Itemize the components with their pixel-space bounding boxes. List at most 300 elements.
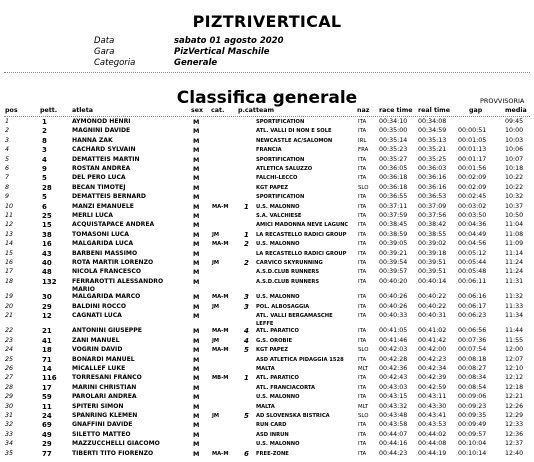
cell-media: 12:00 (505, 346, 524, 354)
cell-pett: 116 (42, 374, 57, 383)
cell-real-time: 00:39:02 (418, 240, 447, 248)
cell-pett: 25 (42, 212, 52, 220)
cell-cat: MA-M (212, 203, 229, 210)
cell-atleta: ZANI MANUEL (72, 336, 120, 344)
cell-pos: 9 (5, 193, 10, 201)
cell-pcat: 6 (244, 449, 249, 458)
page-title: PIZTRIVERTICAL (192, 12, 342, 31)
cell-team: AD SLOVENSKA BISTRICA (256, 413, 330, 419)
cell-atleta: DEMATTEIS MARTIN (72, 155, 140, 163)
cell-atleta: TIBERTI TITO FIORENZO (72, 449, 154, 457)
cell-media: 12:12 (505, 374, 524, 382)
cell-race-time: 00:39:21 (379, 249, 408, 257)
cell-sex: M (193, 259, 200, 267)
cell-sex: M (193, 449, 200, 458)
cell-sex: M (193, 393, 200, 402)
cell-pos: 1 (5, 118, 10, 125)
cell-naz: ITA (358, 166, 367, 172)
cell-real-time: 00:40:22 (418, 302, 447, 310)
cell-pett: 16 (42, 240, 52, 249)
cell-team: ATL. VALLI DI NON E SOLE (256, 128, 332, 135)
cell-media: 12:37 (505, 440, 524, 448)
cell-gap: 00:01:05 (458, 136, 487, 144)
cell-race-time: 00:43:48 (379, 412, 408, 419)
cell-pcat: 2 (244, 259, 249, 267)
cell-media: 11:31 (505, 277, 524, 285)
cell-gap: 00:02:09 (458, 174, 487, 182)
cell-pos: 32 (5, 421, 14, 429)
cell-sex: M (193, 212, 200, 220)
cell-team: POL. ALBOSAGGIA (256, 303, 310, 310)
cell-atleta: MANZI EMANUELE (72, 202, 134, 210)
cell-gap: 00:05:44 (458, 259, 487, 266)
cell-gap: 00:01:56 (458, 165, 487, 172)
cell-gap: 00:05:12 (458, 249, 487, 257)
cell-atleta: GNAFFINI DAVIDE (72, 421, 133, 429)
cell-pett: 11 (42, 402, 52, 411)
cell-naz: SLO (358, 184, 369, 191)
cell-cat: MA-M (212, 241, 229, 248)
cell-cat: JM (212, 231, 220, 238)
cell-real-time: 00:44:08 (418, 440, 447, 448)
cell-pett: 5 (42, 193, 47, 202)
cell-atleta: AYMONOD HENRI (72, 118, 131, 125)
cell-pett: 24 (42, 412, 52, 420)
cell-team: ASD INRUN (256, 431, 289, 438)
cell-team: FREE-ZONE (256, 450, 289, 457)
cell-media: 12:18 (505, 383, 524, 391)
cell-pos: 16 (5, 259, 14, 266)
cell-atleta: TOMASONI LUCA (72, 230, 129, 238)
cell-team: ATL. FRANCIACORTA (256, 384, 316, 391)
cell-atleta: FERRAROTTI ALESSANDRO (72, 277, 164, 285)
cell-atleta-line2: MARIO (72, 285, 95, 293)
cell-atleta: ROTA MARTIR LORENZO (72, 259, 154, 266)
cell-sex: M (193, 165, 200, 173)
cell-sex: M (193, 402, 200, 411)
cell-real-time: 00:42:34 (418, 365, 447, 372)
cell-media: 10:03 (505, 136, 524, 144)
cell-gap: 00:04:36 (458, 221, 487, 229)
cell-cat: JM (212, 303, 220, 310)
meta-key: Data (94, 36, 115, 46)
cell-pett: 18 (42, 346, 52, 355)
cell-race-time: 00:44:16 (379, 440, 408, 448)
provisional-label: PROVVISORIA (480, 97, 525, 105)
cell-gap: 00:09:57 (458, 430, 487, 438)
cell-gap: 00:07:54 (458, 346, 487, 354)
header-sex: sex (191, 107, 204, 114)
cell-pos: 28 (5, 383, 14, 391)
cell-team: ATL. VALLI BERGAMASCHE (256, 313, 333, 319)
cell-pos: 25 (5, 355, 14, 363)
header-race-time: race time (379, 107, 413, 114)
cell-gap: 00:06:17 (458, 302, 487, 310)
cell-pett: 132 (42, 277, 57, 286)
cell-sex: M (193, 127, 200, 136)
cell-gap: 00:01:13 (458, 146, 487, 154)
cell-team: U.S. MALONNO (256, 294, 300, 301)
cell-pett: 40 (42, 259, 52, 267)
cell-media: 11:32 (505, 293, 524, 301)
cell-media: 11:14 (505, 249, 524, 257)
cell-team: ATLETICA SALUZZO (256, 166, 313, 172)
cell-real-time: 00:35:21 (418, 146, 447, 154)
cell-team: KGT PAPEZ (256, 184, 288, 191)
cell-pett: 43 (42, 249, 52, 258)
meta-value: Generale (174, 58, 218, 68)
cell-atleta: PAROLARI ANDREA (72, 393, 137, 401)
cell-team: SPORTIFICATION (256, 119, 305, 125)
cell-team: U.S. MALONNO (256, 394, 300, 401)
cell-gap: 00:09:35 (458, 412, 487, 419)
cell-atleta: MALGARIDA MARCO (72, 293, 141, 301)
cell-pett: 69 (42, 421, 52, 430)
cell-atleta: BALDINI ROCCO (72, 302, 127, 310)
cell-naz: ITA (358, 278, 367, 285)
cell-sex: M (193, 202, 200, 211)
cell-pos: 23 (5, 336, 14, 344)
cell-sex: M (193, 302, 200, 311)
cell-cat: JM (212, 413, 220, 419)
cell-team: LA RECASTELLO RADICI GROUP (256, 250, 347, 257)
cell-atleta: MERLI LUCA (72, 212, 113, 219)
cell-race-time: 00:42:28 (379, 355, 408, 363)
cell-race-time: 00:41:05 (379, 327, 408, 335)
cell-media: 10:32 (505, 193, 524, 201)
cell-sex: M (193, 277, 200, 286)
cell-naz: ITA (358, 356, 367, 363)
cell-pos: 10 (5, 202, 14, 210)
cell-naz: ITA (358, 250, 367, 257)
cell-team: FALCHI-LECCO (256, 175, 298, 182)
cell-race-time: 00:37:59 (379, 212, 408, 219)
header-media: media (505, 107, 527, 114)
header-divider (4, 116, 530, 117)
cell-naz: ITA (358, 375, 367, 382)
cell-cat: JM (212, 260, 220, 266)
cell-atleta: CACHARD SYLVAIN (72, 146, 136, 154)
cell-pett: 9 (42, 165, 47, 173)
cell-pos: 18 (5, 277, 14, 285)
cell-team: S.A. VALCHIESE (256, 213, 302, 219)
cell-pos: 5 (5, 155, 10, 163)
cell-pett: 8 (42, 136, 47, 145)
cell-pos: 13 (5, 230, 14, 238)
section-title: Classifica generale (176, 88, 358, 108)
table-row (0, 312, 534, 327)
cell-atleta: SPANRING KLEMEN (72, 412, 138, 419)
cell-real-time: 00:37:56 (418, 212, 447, 219)
cell-pett: 15 (42, 221, 52, 230)
cell-pett: 59 (42, 393, 52, 402)
cell-pett: 41 (42, 336, 52, 345)
cell-naz: ITA (358, 175, 367, 182)
cell-sex: M (193, 355, 200, 364)
cell-media: 12:36 (505, 430, 524, 438)
cell-sex: M (193, 374, 200, 383)
cell-race-time: 00:43:32 (379, 402, 408, 410)
cell-gap: 00:05:48 (458, 268, 487, 276)
cell-cat: MA-M (212, 328, 229, 335)
cell-team: ATL. PARATICO (256, 328, 299, 335)
cell-pos: 12 (5, 221, 14, 229)
cell-atleta: BECAN TIMOTEJ (72, 183, 126, 191)
cell-real-time: 00:42:39 (418, 374, 447, 382)
cell-pett: 2 (42, 127, 47, 136)
cell-sex: M (193, 365, 200, 373)
cell-pett: 17 (42, 383, 52, 392)
cell-real-time: 00:44:02 (418, 430, 447, 438)
cell-pett: 28 (42, 183, 52, 192)
cell-gap: 00:06:23 (458, 312, 487, 319)
cell-pos: 4 (5, 146, 10, 154)
cell-team: SPORTIFICATION (256, 194, 305, 201)
cell-sex: M (193, 230, 200, 239)
cell-gap: 00:02:09 (458, 183, 487, 191)
cell-real-time: 00:39:51 (418, 259, 447, 266)
cell-real-time: 00:36:53 (418, 193, 447, 201)
cell-sex: M (193, 146, 200, 155)
header-pos: pos (5, 107, 18, 114)
cell-atleta: DEMATTEIS BERNARD (72, 193, 146, 201)
cell-naz: ITA (358, 384, 367, 391)
cell-gap: 00:09:23 (458, 402, 487, 410)
cell-media: 11:44 (505, 327, 524, 335)
cell-real-time: 00:38:55 (418, 230, 447, 238)
cell-gap: 00:01:17 (458, 155, 487, 163)
cell-pos: 21 (5, 312, 14, 319)
cell-team: U.S. MALONNO (256, 241, 300, 248)
header-pcat: p.cat (238, 107, 256, 114)
cell-real-time: 00:41:42 (418, 336, 447, 344)
cell-real-time: 00:39:18 (418, 249, 447, 257)
cell-real-time: 00:42:00 (418, 346, 447, 354)
cell-pett: 71 (42, 355, 52, 364)
cell-pcat: 4 (244, 327, 249, 336)
cell-pett: 14 (42, 365, 52, 373)
cell-pett: 5 (42, 174, 47, 183)
cell-pcat: 4 (244, 336, 249, 345)
cell-gap: 00:06:56 (458, 327, 487, 335)
header-naz: naz (357, 107, 370, 114)
cell-atleta: SPITERI SIMON (72, 402, 124, 410)
cell-race-time: 00:36:55 (379, 193, 408, 201)
cell-gap: 00:03:02 (458, 202, 487, 210)
cell-gap: 00:02:45 (458, 193, 487, 201)
cell-team: ATL. PARATICO (256, 375, 299, 382)
cell-race-time: 00:38:45 (379, 221, 408, 229)
cell-race-time: 00:41:46 (379, 336, 408, 344)
cell-atleta: TORRESANI FRANCO (72, 374, 142, 382)
cell-media: 10:22 (505, 174, 524, 182)
cell-race-time: 00:42:03 (379, 346, 408, 354)
cell-cat: JM (212, 337, 220, 344)
cell-real-time: 00:42:59 (418, 383, 447, 391)
cell-gap: 00:08:18 (458, 355, 487, 363)
cell-naz: FRA (358, 147, 369, 154)
cell-race-time: 00:36:05 (379, 165, 408, 172)
cell-pett: 29 (42, 440, 52, 449)
cell-gap: 00:10:04 (458, 440, 487, 448)
cell-race-time: 00:39:05 (379, 240, 408, 248)
cell-team: ASD ATLETICA PIDAGGIA 1528 (256, 356, 344, 363)
cell-atleta: ANTONINI GIUSEPPE (72, 327, 142, 335)
cell-pos: 2 (5, 127, 10, 135)
cell-real-time: 00:43:41 (418, 412, 447, 419)
cell-pett: 38 (42, 230, 52, 239)
cell-team: MALTA (256, 403, 275, 410)
cell-atleta: HANNA ZAK (72, 136, 113, 144)
cell-team: A.S.D.CLUB RUNNERS (256, 269, 320, 276)
cell-pos: 8 (5, 183, 10, 191)
cell-pett: 29 (42, 302, 52, 311)
cell-media: 10:06 (505, 146, 524, 154)
meta-key: Gara (94, 47, 115, 57)
cell-naz: SLO (358, 413, 369, 419)
header-gap: gap (469, 107, 483, 114)
cell-race-time: 00:40:20 (379, 277, 408, 285)
cell-real-time: 00:36:16 (418, 174, 447, 182)
cell-sex: M (193, 440, 200, 449)
cell-team: LA RECASTELLO RADICI GROUP (256, 231, 347, 238)
cell-pcat: 1 (244, 374, 249, 383)
cell-pos: 22 (5, 327, 14, 335)
cell-sex: M (193, 268, 200, 277)
cell-pett: 49 (42, 430, 52, 439)
cell-sex: M (193, 383, 200, 392)
cell-real-time: 00:43:53 (418, 421, 447, 429)
cell-cat: MA-M (212, 294, 229, 301)
cell-pett: 30 (42, 293, 52, 302)
cell-pcat: 5 (244, 412, 249, 420)
cell-gap: 00:09:49 (458, 421, 487, 429)
cell-race-time: 00:44:07 (379, 430, 408, 438)
header-team: team (256, 107, 275, 114)
cell-media: 12:33 (505, 421, 524, 429)
cell-atleta: MALGARIDA LUCA (72, 240, 134, 248)
cell-sex: M (193, 312, 200, 320)
meta-value: PizVertical Maschile (174, 47, 270, 57)
cell-naz: ITA (358, 222, 367, 229)
cell-media: 11:33 (505, 302, 524, 310)
cell-pos: 7 (5, 174, 10, 182)
header-atleta: atleta (72, 107, 93, 114)
cell-media: 12:40 (505, 449, 524, 457)
cell-naz: SLO (358, 347, 369, 354)
cell-atleta: NICOLA FRANCESCO (72, 268, 142, 276)
cell-pos: 34 (5, 440, 14, 448)
cell-sex: M (193, 221, 200, 230)
cell-pos: 27 (5, 374, 14, 382)
cell-media: 11:08 (505, 230, 524, 238)
cell-atleta: MICALLEF LUKE (72, 365, 126, 372)
cell-pos: 17 (5, 268, 14, 276)
cell-sex: M (193, 136, 200, 145)
cell-naz: ITA (358, 213, 367, 219)
cell-real-time: 00:37:09 (418, 202, 447, 210)
cell-naz: IRL (358, 137, 367, 144)
cell-race-time: 00:36:18 (379, 174, 408, 182)
cell-sex: M (193, 249, 200, 258)
header-cat: cat. (211, 107, 225, 114)
cell-pett: 21 (42, 327, 52, 336)
cell-naz: ITA (358, 450, 367, 457)
cell-team: RUN CARD (256, 422, 287, 429)
cell-naz: ITA (358, 328, 367, 335)
cell-pos: 33 (5, 430, 14, 438)
cell-pett: 77 (42, 449, 52, 458)
cell-pett: 4 (42, 155, 47, 164)
cell-pos: 35 (5, 449, 14, 457)
cell-pett: 1 (42, 118, 47, 126)
cell-naz: MLT (358, 403, 369, 410)
cell-pos: 29 (5, 393, 14, 401)
cell-gap: 00:08:54 (458, 383, 487, 391)
cell-pos: 6 (5, 165, 10, 172)
divider (4, 72, 530, 73)
cell-race-time: 00:42:43 (379, 374, 408, 382)
cell-pos: 14 (5, 240, 14, 248)
cell-media: 11:09 (505, 240, 524, 248)
cell-sex: M (193, 155, 200, 164)
cell-team-line2: LEFFE (256, 321, 274, 327)
cell-team: MALTA (256, 366, 275, 372)
cell-pcat: 1 (244, 230, 249, 239)
cell-real-time: 00:36:16 (418, 183, 447, 191)
cell-naz: ITA (358, 431, 367, 438)
cell-atleta: MAGNINI DAVIDE (72, 127, 131, 135)
cell-race-time: 00:44:23 (379, 449, 408, 457)
cell-team: CARVICO SKYRUNNING (256, 260, 323, 266)
cell-race-time: 00:35:00 (379, 127, 408, 135)
cell-atleta: CAGNATI LUCA (72, 312, 122, 319)
cell-real-time: 00:40:31 (418, 312, 447, 319)
cell-real-time: 00:44:19 (418, 449, 447, 457)
meta-key: Categoria (94, 58, 136, 68)
cell-gap: 00:09:06 (458, 393, 487, 401)
cell-race-time: 00:35:27 (379, 155, 408, 163)
cell-pos: 20 (5, 302, 14, 310)
cell-race-time: 00:40:33 (379, 312, 408, 319)
cell-naz: ITA (358, 119, 367, 125)
cell-atleta: ACQUISTAPACE ANDREA (72, 221, 155, 229)
cell-race-time: 00:36:18 (379, 183, 408, 191)
cell-naz: ITA (358, 303, 367, 310)
cell-naz: ITA (358, 294, 367, 301)
cell-media: 11:34 (505, 312, 524, 319)
cell-gap: 00:08:34 (458, 374, 487, 382)
cell-media: 09:45 (505, 118, 524, 125)
cell-naz: MLT (358, 366, 369, 372)
cell-atleta: MAZZUCCHELLI GIACOMO (72, 440, 160, 448)
cell-sex: M (193, 346, 200, 355)
cell-cat: MA-M (212, 347, 229, 354)
cell-naz: ITA (358, 203, 367, 210)
cell-sex: M (193, 327, 200, 336)
cell-media: 10:50 (505, 212, 524, 219)
cell-pcat: 3 (244, 293, 249, 302)
cell-team: G.S. OROBIE (256, 337, 292, 344)
cell-sex: M (193, 118, 200, 126)
cell-pos: 15 (5, 249, 14, 257)
cell-race-time: 00:39:54 (379, 259, 408, 266)
cell-race-time: 00:43:58 (379, 421, 408, 429)
cell-team: NEWCASTLE AC/SALOMON (256, 137, 333, 144)
cell-gap: 00:04:49 (458, 230, 487, 238)
cell-naz: ITA (358, 313, 367, 319)
cell-sex: M (193, 293, 200, 302)
